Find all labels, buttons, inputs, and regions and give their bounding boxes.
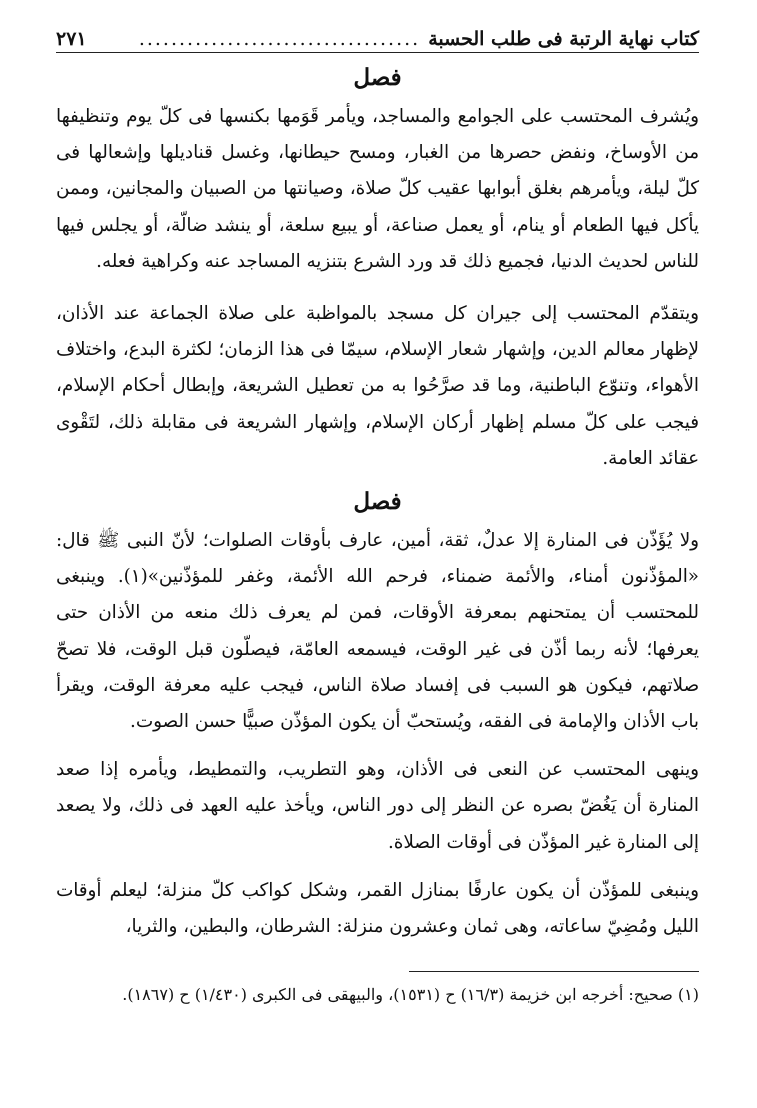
paragraph-adhan-conduct: وينهى المحتسب عن النعى فى الأذان، وهو التطريب، والتمطيط، ويأمره إذا صعد المنارة أن يَغُضّ بصره عن النظر إلى دور الناس، ويأخذ عليه العهد فى ذلك، ولا يصعد إلى المنارة غير المؤذّن فى أوقات الصلاة. [56, 759, 699, 853]
section-title-2: فصل [353, 488, 402, 516]
dot-leader: ................................... [138, 28, 421, 50]
footnote: (١) صحيح: أخرجه ابن خزيمة (١٦/٣) ح (١٥٣١)، والبيهقى فى الكبرى (١/٤٣٠) ح (١٨٦٧). [122, 985, 699, 1005]
paragraph-congregation: ويتقدّم المحتسب إلى جيران كل مسجد بالمواظبة على صلاة الجماعة عند الأذان، لإظهار معالم الدين، وإشهار شعار الإسلام، سيمّا فى هذا الزمان؛ لكثرة البدع، واختلاف الأهواء، وتنوّع الباطنية، وما قد صرَّحُوا به من تعطيل الشريعة، وإبطال أحكام الإسلام، فيجب على كلّ مسلم إظهار أركان الإسلام، وإشهار الشريعة فى مقابلة ذلك، لتَقْوى عقائد العامة. [56, 303, 699, 469]
footnote-divider [409, 971, 699, 972]
paragraph-lunar-mansions: وينبغى للمؤذّن أن يكون عارفًا بمنازل القمر، وشكل كواكب كلّ منزلة؛ ليعلم أوقات الليل ومُضِيّ ساعاته، وهى ثمان وعشرون منزلة: الشرطان، والبطين، والثريا، [56, 879, 699, 938]
paragraph-mosques: ويُشرف المحتسب على الجوامع والمساجد، ويأمر قَوَمها بكنسها فى كلّ يوم وتنظيفها من الأوساخ، ونفض حصرها من الغبار، ومسح حيطانها، وغسل قناديلها وإشعالها فى كلّ ليلة، ويأمرهم بغلق أبوابها عقيب كلّ صلاة، وصيانتها من الصبيان والمجانين، وممن يأكل فيها الطعام أو ينام، أو يعمل صناعة، أو يبيع سلعة، أو ينشد ضالّة، أو يجلس فيها للناس لحديث الدنيا، فجميع ذلك قد ورد الشرع بتنزيه المساجد عنه وكراهية فعله. [56, 106, 699, 272]
paragraph-muezzin: ولا يُؤَذّن فى المنارة إلا عدلٌ، ثقة، أمين، عارف بأوقات الصلوات؛ لأنّ النبى ﷺ قال: «المؤذّنون أمناء، والأئمة ضمناء، فرحم الله الأئمة، وغفر للمؤذّنين»(١). وينبغى للمحتسب أن يمتحنهم بمعرفة الأوقات، فمن لم يعرف ذلك منعه من الأذان حتى يعرفها؛ لأنه ربما أذّن فى غير الوقت، فيسمعه العامّة، فيصلّون قبل الوقت، فلا تصحّ صلاتهم، فيكون هو السبب فى إفساد صلاة الناس، فيجب عليه معرفة الوقت، ويقرأ باب الأذان والإمامة فى الفقه، ويُستحبّ أن يكون المؤذّن صبيًّا حسن الصوت. [56, 530, 699, 733]
section-title-1: فصل [353, 64, 402, 91]
running-header [56, 28, 699, 53]
page-number: ٢٧١ [56, 28, 87, 50]
book-title: كتاب نهاية الرتبة فى طلب الحسبة [428, 28, 699, 50]
